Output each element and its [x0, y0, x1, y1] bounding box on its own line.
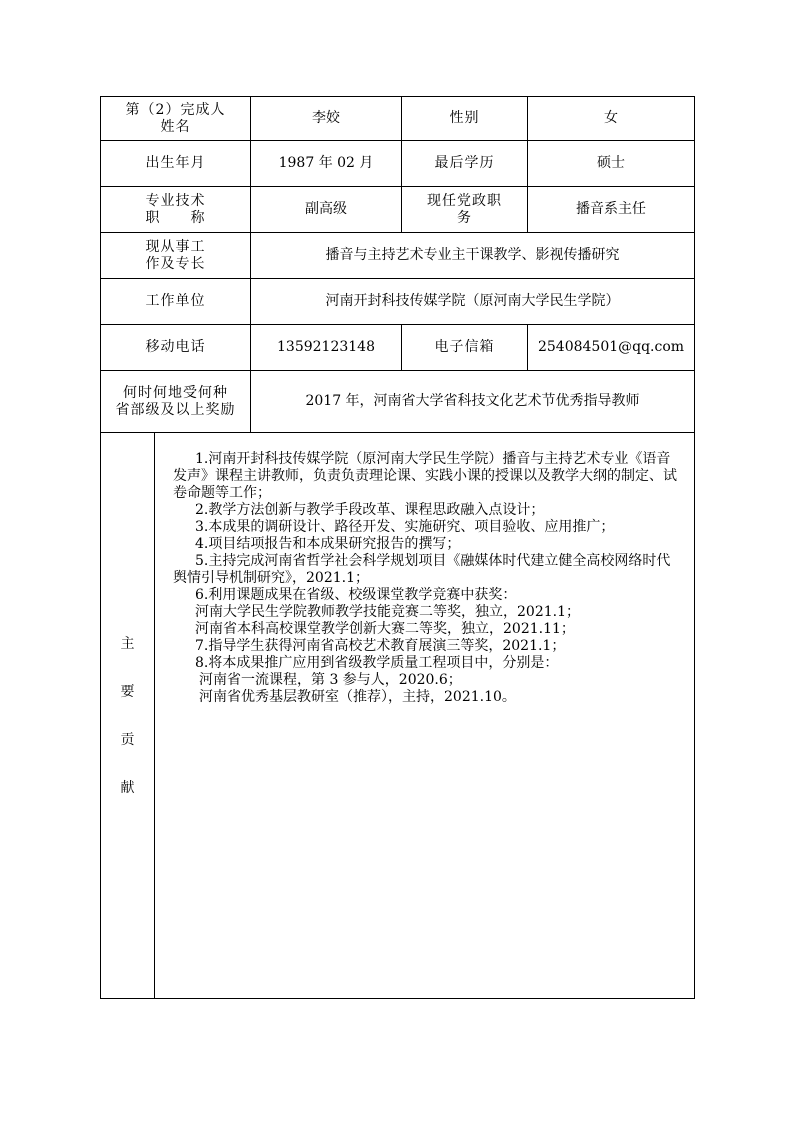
education-value: 硕士 — [528, 141, 695, 187]
award-value: 2017 年，河南省大学省科技文化艺术节优秀指导教师 — [251, 371, 695, 433]
phone-value: 13592123148 — [251, 325, 402, 371]
contribution-item-6a: 河南大学民生学院教师教学技能竞赛二等奖，独立，2021.1； — [195, 604, 580, 620]
title-label-line2: 职 称 — [145, 209, 206, 226]
unit-label: 工作单位 — [101, 279, 251, 325]
post-value: 播音系主任 — [528, 187, 695, 233]
contribution-content — [155, 433, 695, 999]
contribution-item-8a: 河南省一流课程，第 3 参与人，2020.6； — [199, 672, 462, 688]
contribution-side-label — [101, 433, 155, 999]
post-label-line2: 务 — [457, 209, 473, 226]
contribution-item-3: 3.本成果的调研设计、路径开发、实施研究、项目验收、应用推广； — [195, 519, 615, 535]
contribution-item-4: 4.项目结项报告和本成果研究报告的撰写； — [195, 536, 461, 552]
contribution-item-2: 2.教学方法创新与教学手段改革、课程思政融入点设计； — [195, 502, 545, 518]
row-name — [101, 97, 695, 141]
side-char-3: 贡 — [120, 731, 135, 748]
work-label — [101, 233, 251, 279]
title-label-line1: 专业技术 — [145, 192, 206, 209]
name-label-line2: 姓名 — [160, 118, 191, 135]
name-label-line1: 第（2）完成人 — [125, 101, 226, 118]
education-label: 最后学历 — [402, 141, 528, 187]
row-birth — [101, 141, 695, 187]
work-value: 播音与主持艺术专业主干课教学、影视传播研究 — [251, 233, 695, 279]
award-label — [101, 371, 251, 433]
row-contact — [101, 325, 695, 371]
gender-label: 性别 — [402, 97, 528, 141]
contribution-item-8b: 河南省优秀基层教研室（推荐），主持，2021.10。 — [199, 689, 516, 705]
contribution-item-6b: 河南省本科高校课堂教学创新大赛二等奖，独立，2021.11； — [195, 621, 575, 637]
post-label-line1: 现任党政职 — [427, 192, 503, 209]
title-label — [101, 187, 251, 233]
side-char-4: 献 — [120, 779, 135, 796]
birth-value: 1987 年 02 月 — [251, 141, 402, 187]
gender-value: 女 — [528, 97, 695, 141]
unit-value: 河南开封科技传媒学院（原河南大学民生学院） — [251, 279, 695, 325]
side-char-2: 要 — [120, 683, 135, 700]
row-unit — [101, 279, 695, 325]
contribution-item-5: 5.主持完成河南省哲学社会科学规划项目《融媒体时代建立健全高校网络时代舆情引导机制研究》，2021.1； — [173, 553, 671, 586]
birth-label: 出生年月 — [101, 141, 251, 187]
post-label — [402, 187, 528, 233]
work-label-line1: 现从事工 — [145, 238, 206, 255]
form-sheet — [100, 96, 694, 1000]
work-label-line2: 作及专长 — [145, 255, 206, 272]
contribution-item-6: 6.利用课题成果在省级、校级课堂教学竞赛中获奖： — [195, 587, 517, 603]
contribution-item-1: 1.河南开封科技传媒学院（原河南大学民生学院）播音与主持艺术专业《语音发声》课程主讲教师，负责负责理论课、实践小课的授课以及教学大纲的制定、试卷命题等工作； — [173, 451, 677, 501]
row-contribution — [101, 433, 695, 999]
row-work — [101, 233, 695, 279]
side-char-1: 主 — [120, 635, 135, 652]
award-label-line2: 省部级及以上奖励 — [115, 401, 236, 418]
name-label — [101, 97, 251, 141]
email-value: 254084501@qq.com — [528, 325, 695, 371]
email-label: 电子信箱 — [402, 325, 528, 371]
phone-label: 移动电话 — [101, 325, 251, 371]
title-value: 副高级 — [251, 187, 402, 233]
row-title — [101, 187, 695, 233]
contribution-item-7: 7.指导学生获得河南省高校艺术教育展演三等奖，2021.1； — [195, 638, 566, 654]
award-label-line1: 何时何地受何种 — [123, 384, 228, 401]
name-value: 李姣 — [251, 97, 402, 141]
row-award — [101, 371, 695, 433]
personnel-form-table — [100, 96, 695, 999]
contribution-item-8: 8.将本成果推广应用到省级教学质量工程项目中，分别是： — [195, 655, 559, 671]
